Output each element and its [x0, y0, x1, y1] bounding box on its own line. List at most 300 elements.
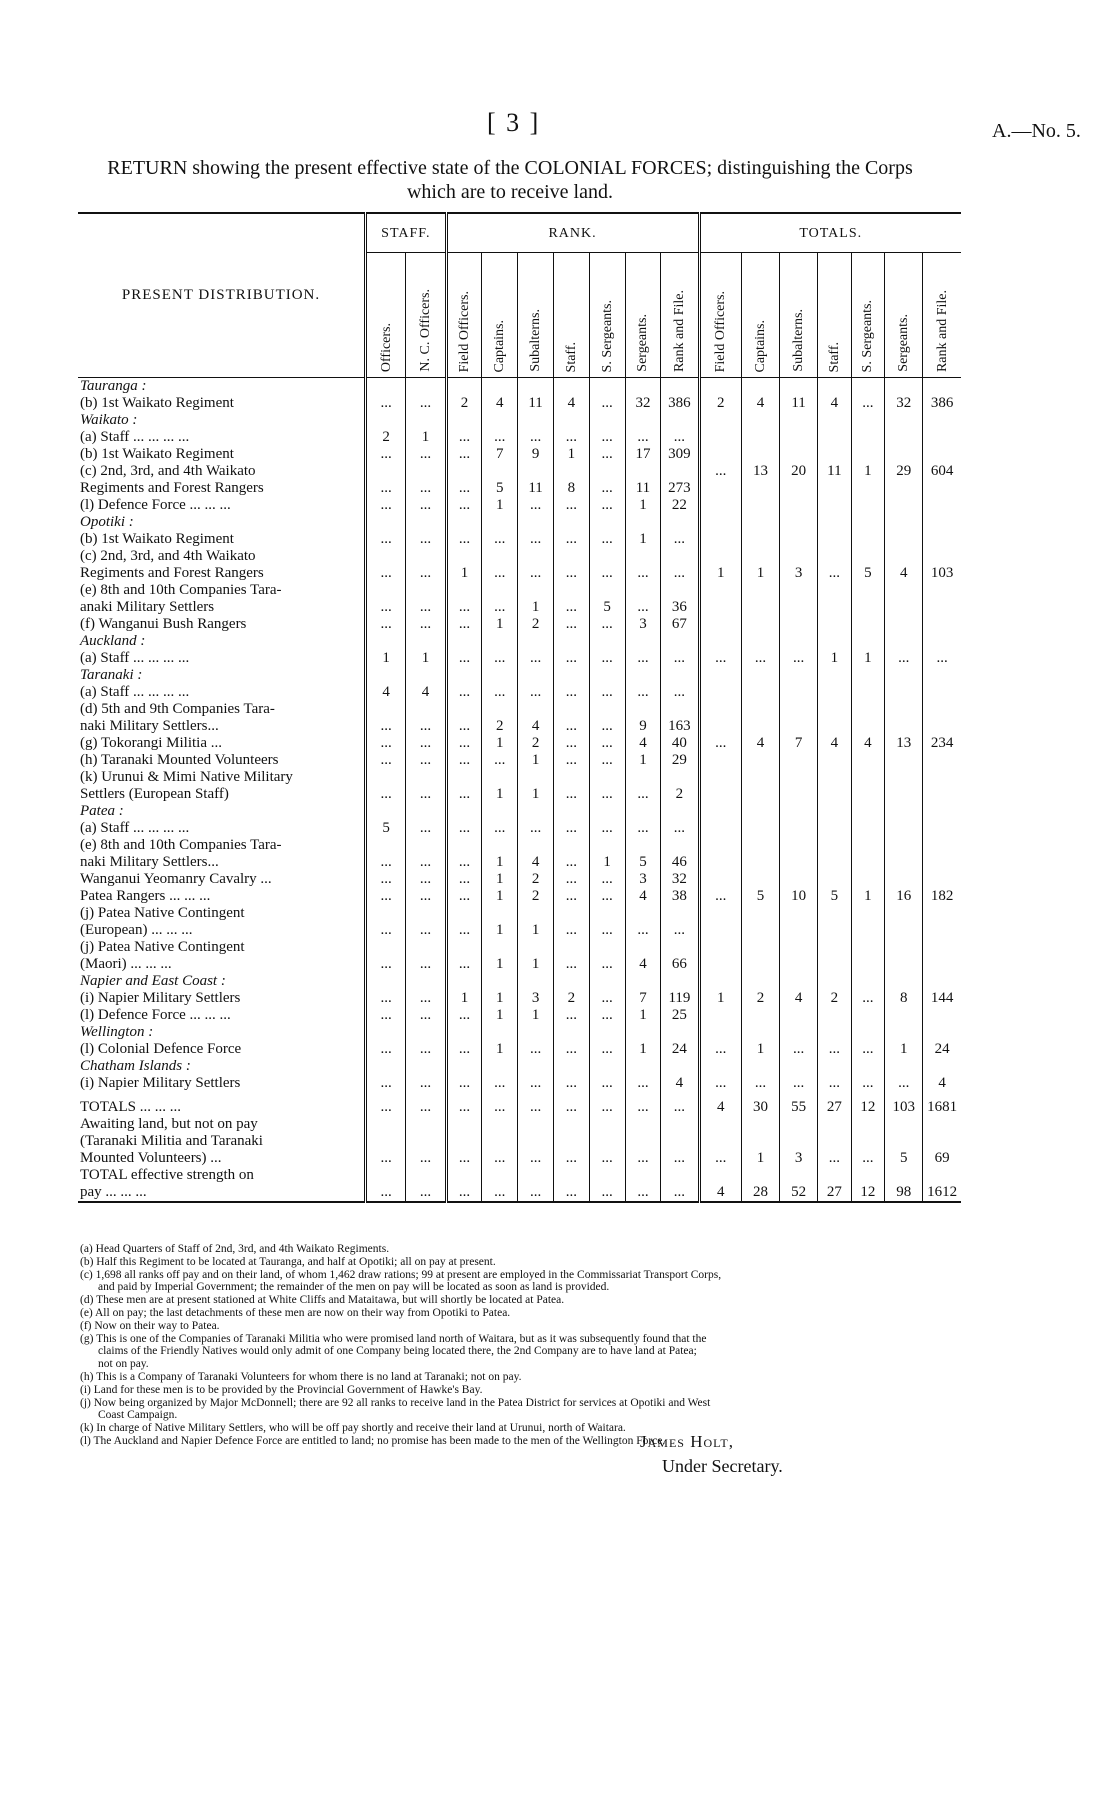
cell: ...	[661, 1150, 699, 1167]
cell: ...	[518, 1150, 554, 1167]
total-cell	[818, 786, 852, 803]
column-header-label: Sergeants.	[635, 314, 651, 372]
section-header	[78, 1058, 961, 1075]
cell	[553, 701, 589, 718]
total-cell: 1	[851, 650, 885, 667]
cell: ...	[589, 871, 625, 888]
cell: ...	[518, 684, 554, 701]
cell	[406, 412, 446, 429]
total-cell	[923, 684, 961, 701]
total-cell	[742, 599, 780, 616]
cell: ...	[366, 1075, 406, 1092]
total-cell	[780, 633, 818, 650]
cell	[661, 1133, 699, 1150]
cell	[625, 769, 661, 786]
cell: ...	[406, 446, 446, 463]
cell	[589, 412, 625, 429]
column-header	[780, 253, 818, 378]
total-cell	[923, 667, 961, 684]
cell: ...	[661, 650, 699, 667]
total-cell	[780, 939, 818, 956]
row-label: (h) Taranaki Mounted Volunteers	[80, 752, 279, 768]
cell: ...	[625, 922, 661, 939]
cell	[553, 378, 589, 396]
cell: 4	[406, 684, 446, 701]
cell	[518, 514, 554, 531]
cell: 32	[661, 871, 699, 888]
total-cell	[818, 820, 852, 837]
total-cell	[742, 1058, 780, 1075]
total-cell	[699, 378, 742, 396]
total-cell: 4	[780, 990, 818, 1007]
total-cell	[699, 854, 742, 871]
total-cell	[818, 412, 852, 429]
total-cell	[923, 514, 961, 531]
cell	[482, 803, 518, 820]
row-label: (e) 8th and 10th Companies Tara-	[80, 837, 282, 853]
total-cell: ...	[818, 1075, 852, 1092]
cell: 2	[518, 735, 554, 752]
total-cell	[699, 582, 742, 599]
cell: ...	[625, 684, 661, 701]
cell	[366, 514, 406, 531]
cell	[366, 548, 406, 565]
total-cell	[818, 667, 852, 684]
total-cell	[885, 1167, 923, 1184]
row-label: Mounted Volunteers) ...	[80, 1150, 222, 1166]
total-cell	[923, 1116, 961, 1133]
cell: 1	[482, 888, 518, 905]
cell: ...	[589, 395, 625, 412]
total-cell	[851, 582, 885, 599]
cell	[446, 939, 482, 956]
cell	[553, 514, 589, 531]
total-cell	[780, 956, 818, 973]
total-cell	[699, 922, 742, 939]
column-header	[699, 253, 742, 378]
total-cell	[742, 548, 780, 565]
cell: 273	[661, 480, 699, 497]
cell	[366, 701, 406, 718]
total-cell	[780, 446, 818, 463]
cell: ...	[482, 599, 518, 616]
total-cell: ...	[885, 650, 923, 667]
page-number: [ 3 ]	[487, 108, 541, 137]
total-cell	[742, 1133, 780, 1150]
cell	[366, 582, 406, 599]
cell: ...	[553, 871, 589, 888]
column-header	[661, 253, 699, 378]
cell	[661, 701, 699, 718]
cell: ...	[589, 650, 625, 667]
cell: ...	[589, 565, 625, 582]
title-line-1: RETURN showing the present effective state of the COLONIAL FORCES; distinguishing the Corps	[107, 157, 913, 179]
cell: 2	[446, 395, 482, 412]
total-cell	[742, 1024, 780, 1041]
total-cell	[885, 1024, 923, 1041]
cell: ...	[589, 1150, 625, 1167]
column-header	[818, 253, 852, 378]
total-cell	[699, 973, 742, 990]
cell: ...	[553, 531, 589, 548]
cell: 1	[482, 956, 518, 973]
cell	[589, 803, 625, 820]
cell: ...	[406, 888, 446, 905]
total-cell	[818, 1133, 852, 1150]
total-cell	[742, 939, 780, 956]
total-cell: ...	[780, 650, 818, 667]
cell: ...	[482, 1184, 518, 1202]
cell	[589, 582, 625, 599]
column-header-label: Subalterns.	[791, 309, 807, 372]
row-label: (c) 2nd, 3rd, and 4th Waikato	[80, 548, 256, 564]
cell: 1	[482, 1041, 518, 1058]
cell: 2	[518, 888, 554, 905]
total-cell	[780, 752, 818, 769]
cell: ...	[406, 854, 446, 871]
total-cell	[923, 1007, 961, 1024]
section-name: Wellington :	[80, 1024, 154, 1040]
total-cell	[818, 497, 852, 514]
cell: 5	[625, 854, 661, 871]
cell: 386	[661, 395, 699, 412]
cell: 1	[482, 922, 518, 939]
cell	[366, 803, 406, 820]
cell	[446, 548, 482, 565]
total-cell	[923, 531, 961, 548]
total-cell	[851, 531, 885, 548]
cell: ...	[589, 786, 625, 803]
cell: 1	[625, 1007, 661, 1024]
cell	[446, 1116, 482, 1133]
total-cell: ...	[742, 1075, 780, 1092]
cell: ...	[553, 820, 589, 837]
cell	[366, 837, 406, 854]
column-header-label: Captains.	[753, 319, 769, 372]
cell	[482, 837, 518, 854]
cell: ...	[446, 1092, 482, 1116]
total-cell	[699, 939, 742, 956]
total-cell	[818, 718, 852, 735]
cell	[518, 1167, 554, 1184]
total-cell: 7	[780, 735, 818, 752]
cell: ...	[406, 1150, 446, 1167]
cell: ...	[446, 1184, 482, 1202]
cell	[553, 939, 589, 956]
cell	[518, 905, 554, 922]
cell	[661, 667, 699, 684]
total-cell	[699, 837, 742, 854]
cell: ...	[366, 1041, 406, 1058]
total-cell	[885, 922, 923, 939]
total-cell: ...	[818, 1150, 852, 1167]
row-label: (i) Napier Military Settlers	[80, 990, 241, 1006]
cell	[482, 1116, 518, 1133]
cell	[661, 1058, 699, 1075]
total-cell	[780, 582, 818, 599]
section-name: Napier and East Coast :	[80, 973, 226, 989]
column-header	[742, 253, 780, 378]
cell	[661, 1116, 699, 1133]
total-cell	[780, 718, 818, 735]
cell: ...	[625, 429, 661, 446]
total-cell	[818, 616, 852, 633]
total-cell	[780, 599, 818, 616]
row-label: (a) Staff ... ... ... ...	[80, 650, 190, 666]
section-name: Chatham Islands :	[80, 1058, 191, 1074]
cell: 2	[482, 718, 518, 735]
cell: ...	[406, 497, 446, 514]
cell	[406, 1116, 446, 1133]
cell: ...	[589, 718, 625, 735]
cell: ...	[366, 395, 406, 412]
cell: 46	[661, 854, 699, 871]
table-row	[78, 837, 961, 854]
total-cell: 103	[923, 565, 961, 582]
cell: ...	[553, 1007, 589, 1024]
cell: ...	[406, 820, 446, 837]
cell: 11	[518, 395, 554, 412]
cell	[406, 939, 446, 956]
total-cell: 1	[851, 463, 885, 480]
row-label: (d) 5th and 9th Companies Tara-	[80, 701, 275, 717]
total-cell	[885, 973, 923, 990]
cell: 2	[553, 990, 589, 1007]
total-cell	[742, 1116, 780, 1133]
total-cell	[780, 803, 818, 820]
total-cell	[818, 922, 852, 939]
total-cell	[851, 1024, 885, 1041]
cell	[661, 548, 699, 565]
total-cell	[742, 667, 780, 684]
cell	[482, 412, 518, 429]
table-row	[78, 718, 961, 735]
total-cell	[818, 956, 852, 973]
cell: ...	[366, 1007, 406, 1024]
total-cell	[851, 769, 885, 786]
total-cell: 13	[885, 735, 923, 752]
table-row	[78, 463, 961, 480]
footnotes	[80, 1243, 960, 1448]
column-header	[553, 253, 589, 378]
total-cell	[742, 922, 780, 939]
total-cell	[780, 837, 818, 854]
cell: 4	[625, 956, 661, 973]
total-cell	[818, 480, 852, 497]
total-cell: ...	[923, 650, 961, 667]
cell	[446, 973, 482, 990]
cell: ...	[553, 888, 589, 905]
table-row	[78, 616, 961, 633]
total-cell	[885, 752, 923, 769]
section-header	[78, 378, 961, 396]
cell	[446, 769, 482, 786]
footnote-line: (d) These men are at present stationed at White Cliffs and Mataitawa, but will shortly be located at Patea.	[80, 1294, 565, 1307]
cell: ...	[482, 1150, 518, 1167]
row-label: (a) Staff ... ... ... ...	[80, 429, 190, 445]
totals-label: TOTALS ... ... ...	[80, 1099, 182, 1115]
total-cell	[851, 939, 885, 956]
cell: ...	[482, 650, 518, 667]
cell	[446, 667, 482, 684]
cell: ...	[482, 1075, 518, 1092]
total-cell	[699, 531, 742, 548]
cell: ...	[553, 565, 589, 582]
cell	[406, 803, 446, 820]
total-cell	[742, 1167, 780, 1184]
total-cell: 5	[818, 888, 852, 905]
table-row	[78, 905, 961, 922]
cell: ...	[553, 429, 589, 446]
cell: ...	[446, 735, 482, 752]
total-cell: 11	[818, 463, 852, 480]
cell	[446, 633, 482, 650]
cell	[553, 1024, 589, 1041]
total-cell: 4	[699, 1184, 742, 1202]
cell	[518, 769, 554, 786]
cell	[625, 514, 661, 531]
total-cell	[699, 633, 742, 650]
cell	[625, 378, 661, 396]
cell: ...	[553, 854, 589, 871]
table-row	[78, 854, 961, 871]
total-cell	[851, 480, 885, 497]
total-cell	[818, 1116, 852, 1133]
cell: 1	[625, 497, 661, 514]
table-row	[78, 752, 961, 769]
cell: 1	[518, 1007, 554, 1024]
cell	[518, 633, 554, 650]
cell	[446, 701, 482, 718]
total-cell	[780, 973, 818, 990]
cell: 4	[553, 395, 589, 412]
table-row	[78, 922, 961, 939]
total-cell	[742, 446, 780, 463]
total-cell	[818, 514, 852, 531]
total-cell	[885, 531, 923, 548]
cell: ...	[446, 718, 482, 735]
total-cell: 11	[780, 395, 818, 412]
total-cell	[699, 1167, 742, 1184]
row-label: (l) Defence Force ... ... ...	[80, 1007, 231, 1023]
total-cell	[851, 497, 885, 514]
total-cell	[699, 1116, 742, 1133]
total-cell	[818, 582, 852, 599]
cell	[553, 548, 589, 565]
cell: ...	[661, 1184, 699, 1202]
title-line-2: which are to receive land.	[406, 181, 613, 203]
cell: ...	[589, 922, 625, 939]
cell: ...	[482, 429, 518, 446]
cell: ...	[446, 752, 482, 769]
total-cell	[818, 871, 852, 888]
total-cell: 29	[885, 463, 923, 480]
cell	[589, 667, 625, 684]
total-cell	[851, 429, 885, 446]
cell	[518, 667, 554, 684]
total-cell	[780, 684, 818, 701]
total-cell	[851, 1058, 885, 1075]
awaiting-row	[78, 1133, 961, 1150]
effective-strength-row	[78, 1184, 961, 1202]
total-cell	[780, 667, 818, 684]
row-label: (k) Urunui & Mimi Native Military	[80, 769, 293, 785]
total-cell: 1	[699, 990, 742, 1007]
total-cell	[851, 514, 885, 531]
total-cell	[742, 769, 780, 786]
cell	[589, 1058, 625, 1075]
awaiting-row	[78, 1116, 961, 1133]
cell	[553, 1058, 589, 1075]
total-cell	[885, 684, 923, 701]
total-cell	[885, 837, 923, 854]
cell	[366, 667, 406, 684]
cell: 11	[625, 480, 661, 497]
cell	[589, 1133, 625, 1150]
cell	[446, 905, 482, 922]
cell	[482, 905, 518, 922]
staff-group-header: STAFF.	[366, 213, 447, 253]
total-cell	[780, 1167, 818, 1184]
total-cell	[923, 1058, 961, 1075]
total-cell	[885, 718, 923, 735]
cell	[518, 939, 554, 956]
total-cell	[780, 1024, 818, 1041]
cell: ...	[589, 752, 625, 769]
cell: ...	[446, 480, 482, 497]
section-name: Tauranga :	[80, 378, 147, 394]
total-cell	[885, 667, 923, 684]
cell: ...	[406, 531, 446, 548]
total-cell	[923, 837, 961, 854]
total-cell: 4	[923, 1075, 961, 1092]
cell: ...	[518, 1075, 554, 1092]
total-cell: ...	[851, 395, 885, 412]
cell: ...	[446, 871, 482, 888]
row-label: Regiments and Forest Rangers	[80, 565, 264, 581]
total-cell	[780, 854, 818, 871]
cell	[406, 701, 446, 718]
total-cell: 3	[780, 565, 818, 582]
total-cell	[851, 803, 885, 820]
total-cell	[885, 616, 923, 633]
rank-group-header: RANK.	[446, 213, 699, 253]
cell: ...	[553, 650, 589, 667]
cell: ...	[406, 922, 446, 939]
cell	[661, 378, 699, 396]
total-cell	[923, 922, 961, 939]
cell: ...	[553, 956, 589, 973]
effective-strength-row	[78, 1167, 961, 1184]
cell: ...	[518, 531, 554, 548]
column-header	[406, 253, 446, 378]
cell: ...	[366, 990, 406, 1007]
total-cell	[742, 701, 780, 718]
total-cell: 604	[923, 463, 961, 480]
column-header	[885, 253, 923, 378]
cell	[406, 378, 446, 396]
cell: 1	[446, 990, 482, 1007]
cell: ...	[366, 480, 406, 497]
total-cell	[885, 378, 923, 396]
cell: ...	[625, 1184, 661, 1202]
total-cell	[818, 769, 852, 786]
total-cell	[780, 905, 818, 922]
cell: 1	[482, 854, 518, 871]
row-label: (Maori) ... ... ...	[80, 956, 172, 972]
total-cell	[699, 497, 742, 514]
cell: ...	[553, 786, 589, 803]
